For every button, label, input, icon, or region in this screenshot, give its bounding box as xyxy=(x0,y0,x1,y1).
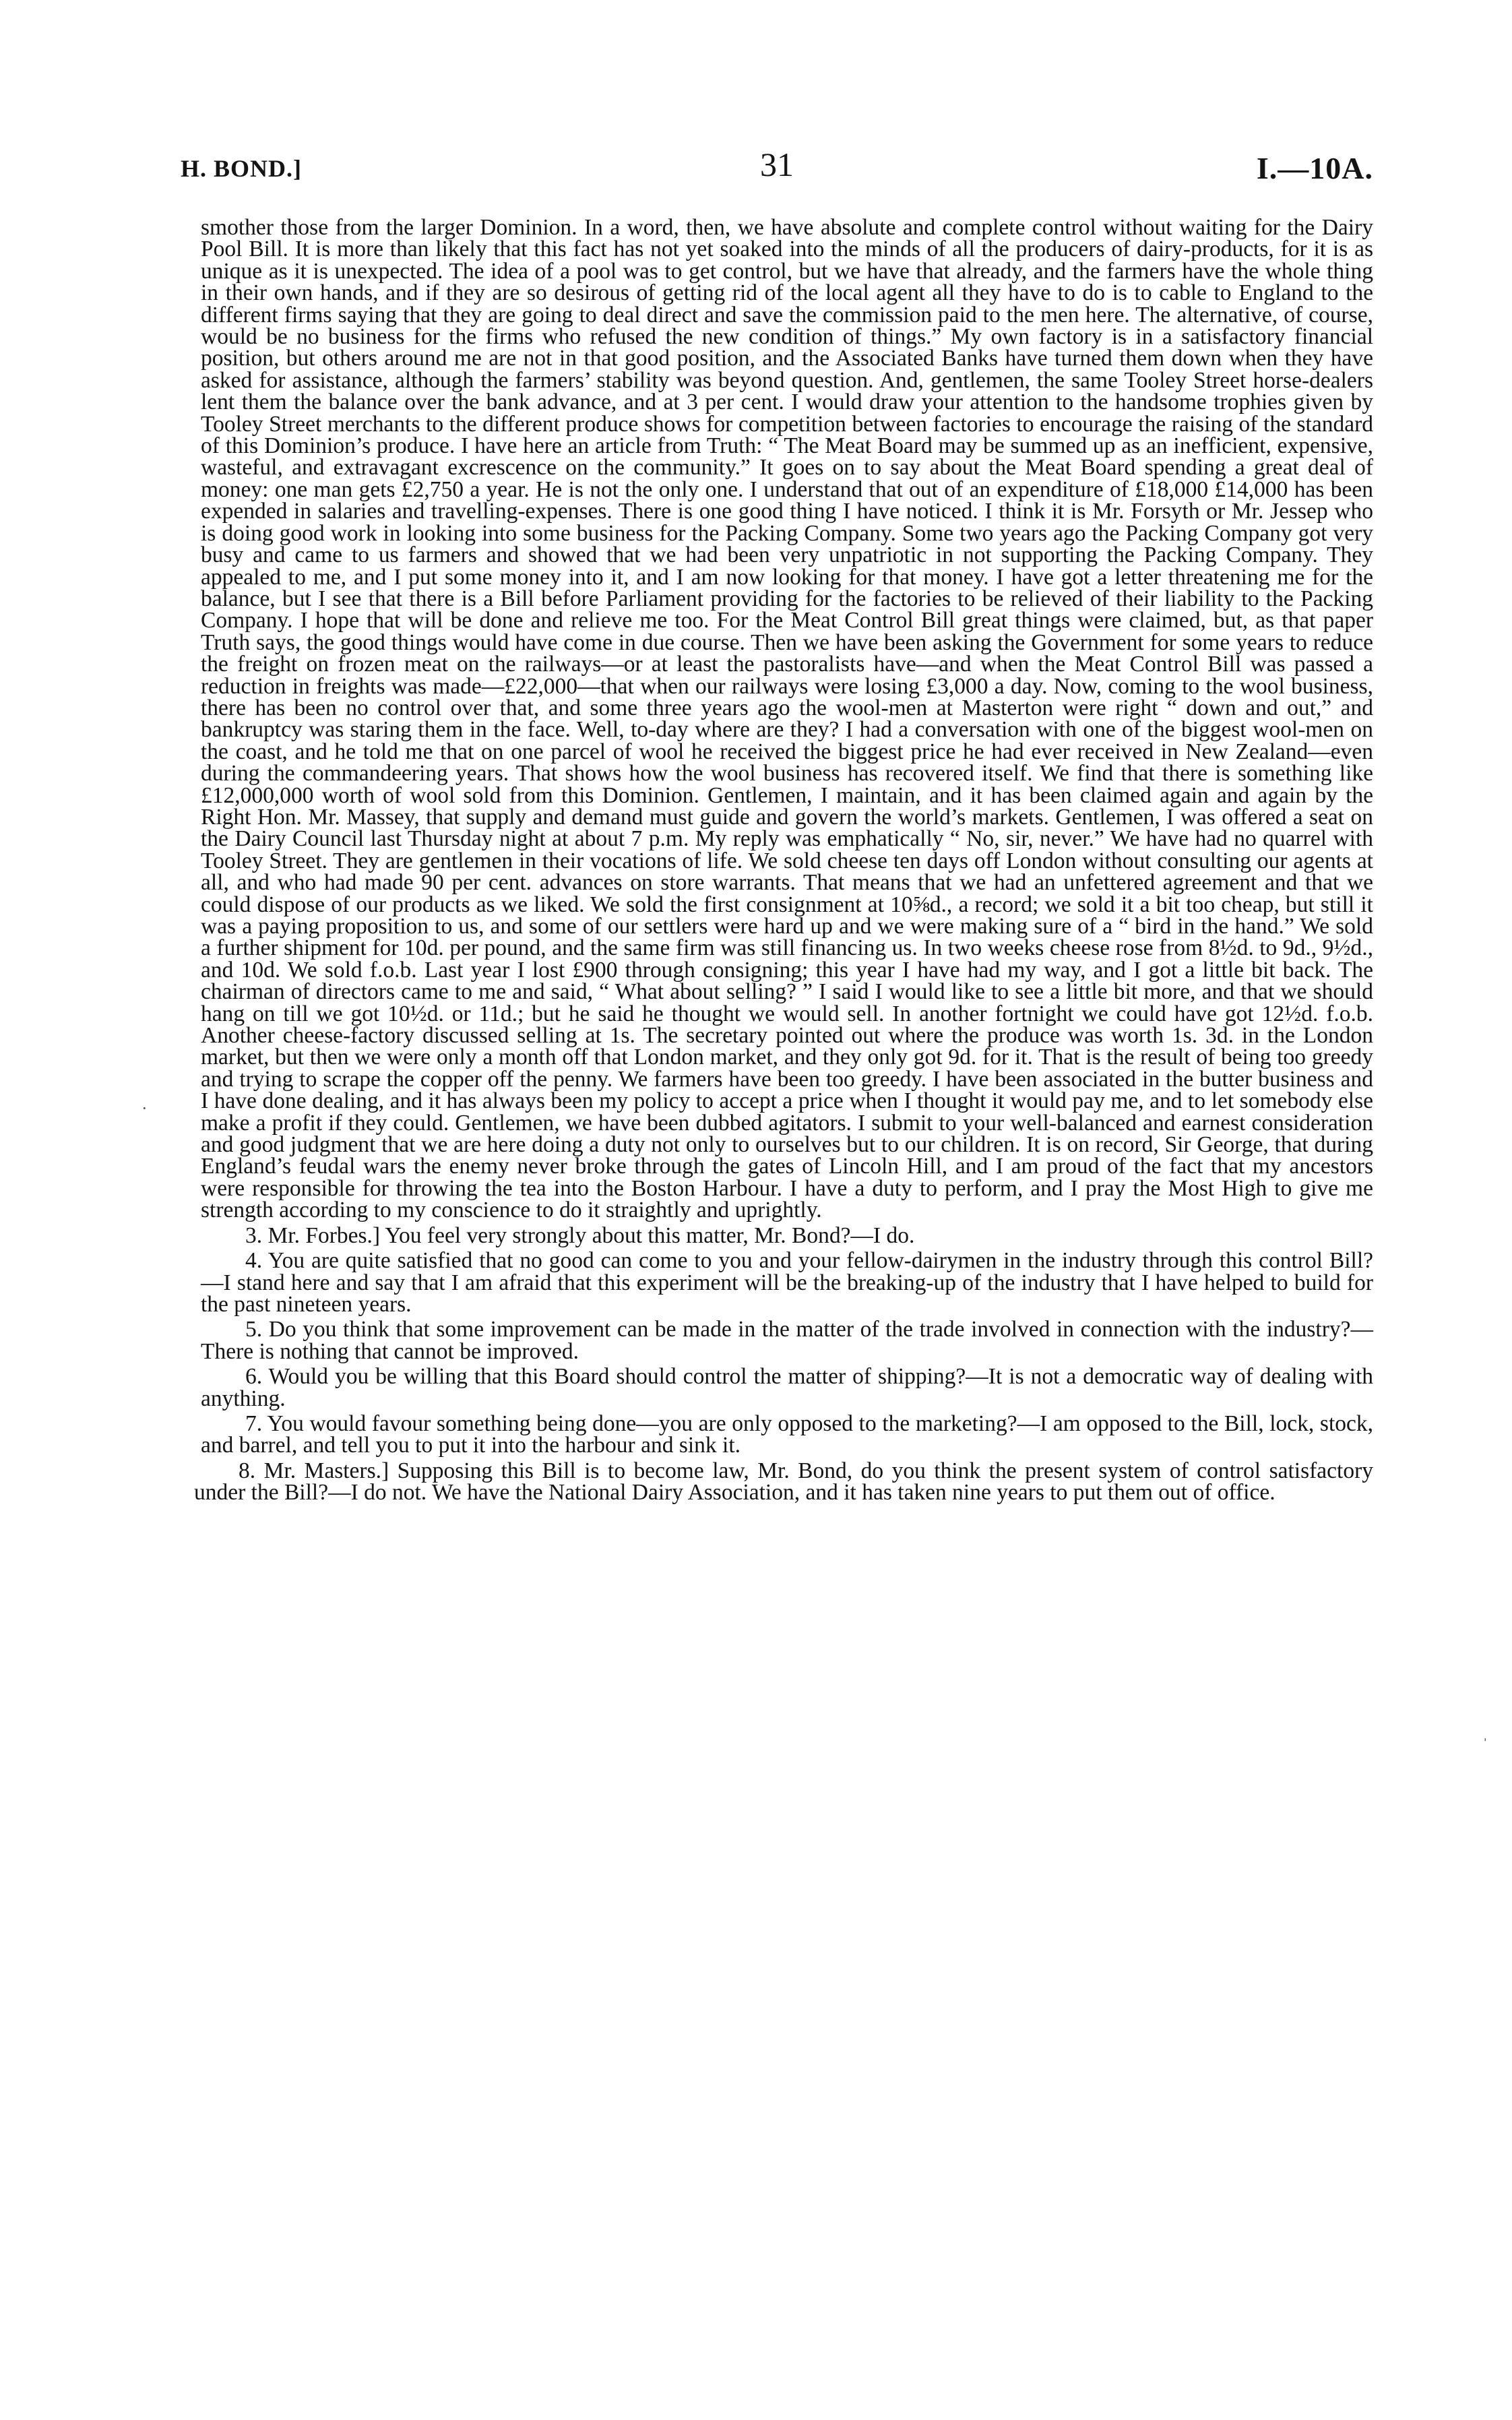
question-8: 8. Mr. Masters.] Supposing this Bill is to become law, Mr. Bond, do you think the present system of control satisfactory under the Bill?—I do not. We have the National Dairy Association, and it has taken nine years to put them out of office. xyxy=(194,1458,1373,1506)
document-body xyxy=(194,215,1373,1506)
margin-tick-right: ˌ xyxy=(1482,1722,1488,1741)
document-reference: I.—10A. xyxy=(1256,151,1373,185)
witness-name: H. BOND.] xyxy=(181,155,302,182)
question-5: 5. Do you think that some improvement can be made in the matter of the trade involved in connection with the industry?—There is nothing that cannot be improved. xyxy=(201,1317,1373,1364)
question-7: 7. You would favour something being done—you are only opposed to the marketing?—I am opposed to the Bill, lock, stock, and barrel, and tell you to put it into the harbour and sink it. xyxy=(201,1410,1373,1458)
testimony-paragraph: smother those from the larger Dominion. In a word, then, we have absolute and complete control without waiting for the Dairy Pool Bill. It is more than likely that this fact has not yet soaked into the minds of all the producers of dairy-products, for it is as unique as it is unexpected. The idea of a pool was to get control, but we have that already, and the farmers have the whole thing in their own hands, and if they are so desirous of getting rid of the local agent all they have to do is to cable to England to the different firms saying that they are going to deal direct and save the commission paid to the men here. The alternative, of course, would be no business for the firms who refused the new condition of things.” My own factory is in a satisfactory financial position, but others around me are not in that good position, and the Associated Banks have turned them down when they have asked for assistance, although the farmers’ stability was beyond question. And, gentlemen, the same Tooley Street horse-dealers lent them the balance over the bank advance, and at 3 per cent. I would draw your attention to the handsome trophies given by Tooley Street merchants to the different produce shows for competition between factories to encourage the raising of the standard of this Dominion’s produce. I have here an article from Truth: “ The Meat Board may be summed up as an inefficient, expensive, wasteful, and extravagant excrescence on the community.” It goes on to say about the Meat Board spending a great deal of money: one man gets £2,750 a year. He is not the only one. I understand that out of an expenditure of £18,000 £14,000 has been expended in salaries and travelling-expenses. There is one good thing I have noticed. I think it is Mr. Forsyth or Mr. Jessep who is doing good work in looking into some business for the Packing Company. Some two years ago the Packing Company got very busy and came to us farmers and showed that we had been very unpatriotic in not supporting the Packing Company. They appealed to me, and I put some money into it, and I am now looking for that money. I have got a letter threatening me for the balance, but I see that there is a Bill before Parliament providing for the factories to be relieved of their liability to the Packing Company. I hope that will be done and relieve me too. For the Meat Control Bill great things were claimed, but, as that paper Truth says, the good things would have come in due course. Then we have been asking the Government for some years to reduce the freight on frozen meat on the railways—or at least the pastoralists have—and when the Meat Control Bill was passed a reduction in freights was made—£22,000—that when our railways were losing £3,000 a day. Now, coming to the wool business, there has been no control over that, and some three years ago the wool-men at Masterton were right “ down and out,” and bankruptcy was staring them in the face. Well, to-day where are they? I had a conversation with one of the biggest wool-men on the coast, and he told me that on one parcel of wool he received the biggest price he had ever received in New Zealand—even during the commandeering years. That shows how the wool business has recovered itself. We find that there is something like £12,000,000 worth of wool sold from this Dominion. Gentlemen, I maintain, and it has been claimed again and again by the Right Hon. Mr. Massey, that supply and demand must guide and govern the world’s markets. Gentlemen, I was offered a seat on the Dairy Council last Thursday night at about 7 p.m. My reply was emphatically “ No, sir, never.” We have had no quarrel with Tooley Street. They are gentlemen in their vocations of life. We sold cheese ten days off London without consulting our agents at all, and who had made 90 per cent. advances on store warrants. That means that we had an unfettered agreement and that we could dispose of our products as we liked. We sold the first consignment at 10⅝d., a record; we sold it a bit too cheap, but still it was a paying proposition to us, and some of our settlers were hard up and we were making sure of a “ bird in the hand.” We sold a further shipment for 10d. per pound, and the same firm was still financing us. In two weeks cheese rose from 8½d. to 9d., 9½d., and 10d. We sold f.o.b. Last year I lost £900 through consigning; this year I have had my way, and I got a little bit back. The chairman of directors came to me and said, “ What about selling? ” I said I would like to see a little bit more, and that we should hang on till we got 10½d. or 11d.; but he said he thought we would sell. In another fortnight we could have got 12½d. f.o.b. Another cheese-factory discussed selling at 1s. The secretary pointed out where the produce was worth 1s. 3d. in the London market, but then we were only a month off that London market, and they only got 9d. for it. That is the result of being too greedy and trying to scrape the copper off the penny. We farmers have been too greedy. I have been associated in the butter business and I have done dealing, and it has always been my policy to accept a price when I thought it would pay me, and to let somebody else make a profit if they could. Gentlemen, we have been dubbed agitators. I submit to your well-balanced and earnest consideration and good judgment that we are here doing a duty not only to ourselves but to our children. It is on record, Sir George, that during England’s feudal wars the enemy never broke through the gates of Lincoln Hill, and I am proud of the fact that my ancestors were responsible for throwing the tea into the Boston Harbour. I have a duty to perform, and I pray the Most High to give me strength according to my conscience to do it straightly and uprightly. xyxy=(201,215,1373,1223)
question-3: 3. Mr. Forbes.] You feel very strongly about this matter, Mr. Bond?—I do. xyxy=(245,1222,915,1248)
question-4: 4. You are quite satisfied that no good can come to you and your fellow-dairymen in the industry through this control Bill?—I stand here and say that I am afraid that this experiment will be the breaking-up of the industry that I have helped to build for the past nineteen years. xyxy=(201,1248,1373,1317)
page-header xyxy=(181,145,1373,192)
margin-dot-left: · xyxy=(141,1098,148,1118)
page-number: 31 xyxy=(760,146,794,183)
question-6: 6. Would you be willing that this Board should control the matter of shipping?—It is not a democratic way of dealing with anything. xyxy=(201,1364,1373,1411)
